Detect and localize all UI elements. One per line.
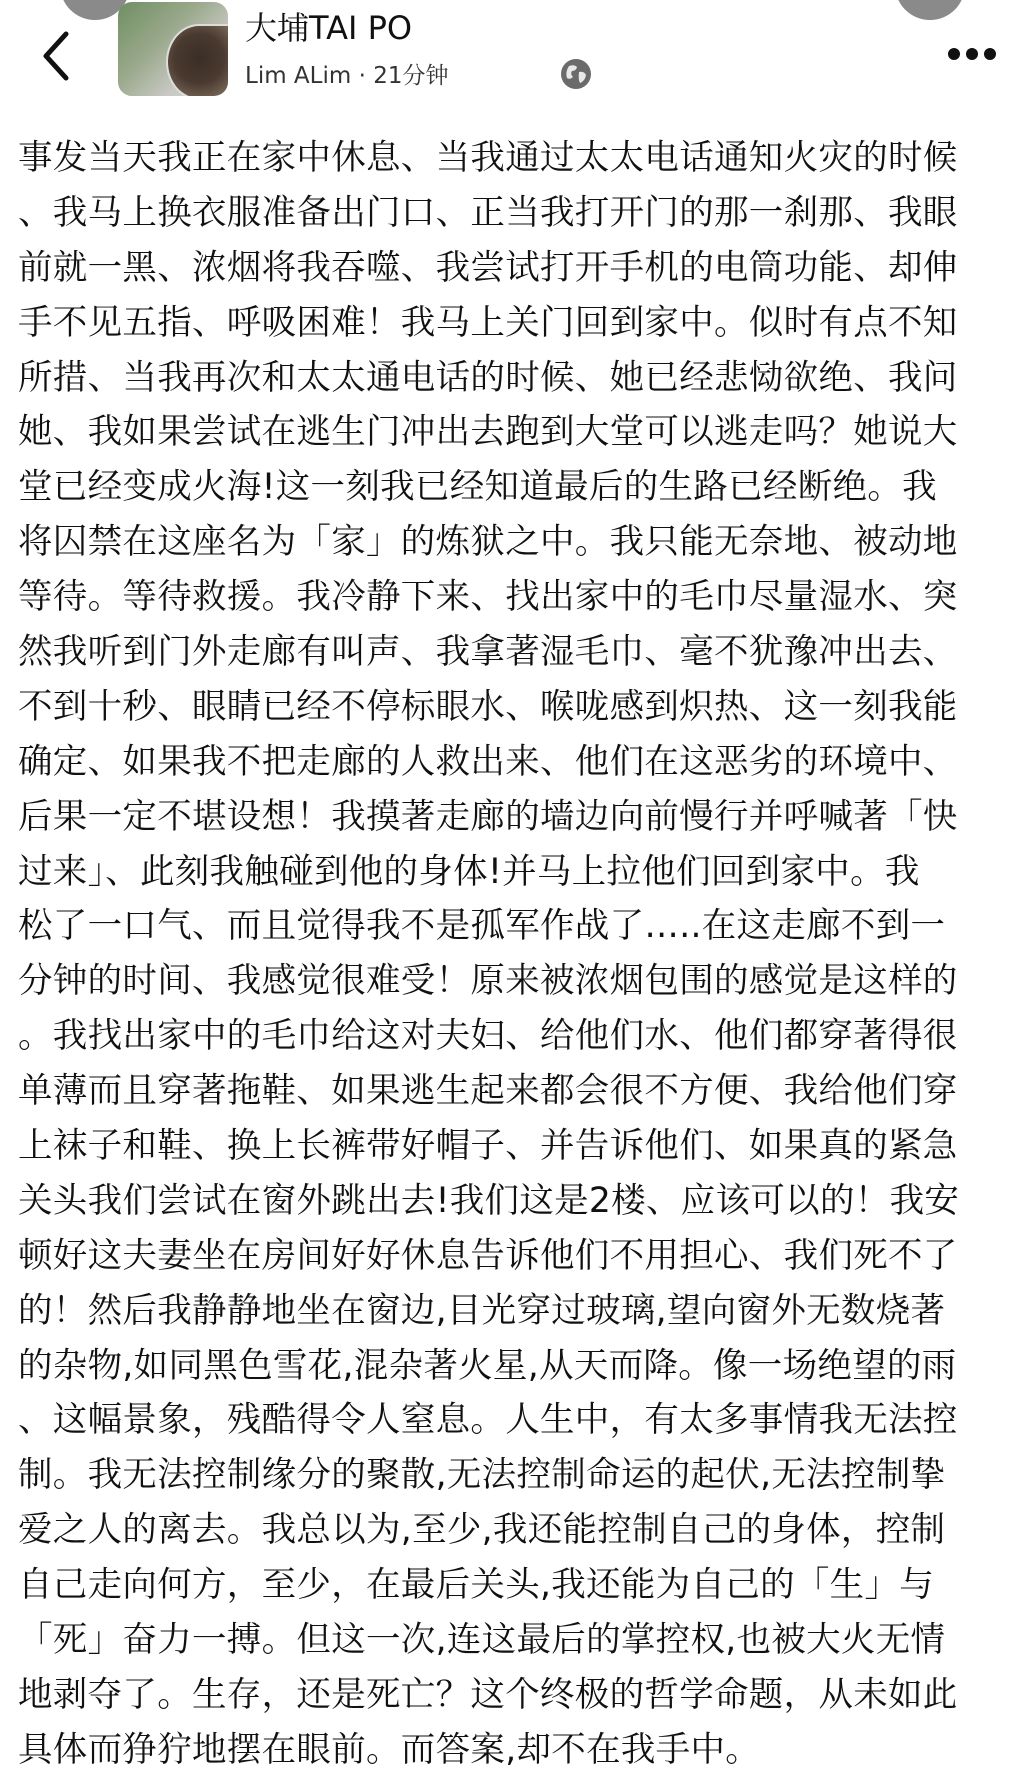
post-text-line: 手不见五指、呼吸困难！我马上关门回到家中。似时有点不知 — [18, 302, 958, 343]
more-options-button[interactable] — [945, 40, 999, 68]
back-button[interactable] — [36, 28, 76, 84]
group-name[interactable]: 大埔TAI PO — [245, 9, 413, 47]
author-name[interactable]: Lim ALim — [245, 63, 352, 89]
dot-icon — [966, 48, 978, 60]
post-text-line: 单薄而且穿著拖鞋、如果逃生起来都会很不方便、我给他们穿 — [18, 1071, 958, 1112]
dot-icon — [948, 48, 960, 60]
group-avatar[interactable] — [118, 2, 228, 96]
post-text-line: 等待。等待救援。我冷静下来、找出家中的毛巾尽量湿水、突 — [18, 577, 958, 618]
post-text-line: 地剥夺了。生存，还是死亡？这个终极的哲学命题，从未如此 — [18, 1674, 958, 1715]
post-text-line: 具体而狰狞地摆在眼前。而答案,却不在我手中。 — [18, 1729, 761, 1770]
post-text-line: 自己走向何方，至少，在最后关头,我还能为自己的「生」与 — [18, 1565, 935, 1606]
post-text-line: 堂已经变成火海!这一刻我已经知道最后的生路已经断绝。我 — [18, 467, 937, 508]
post-text-line: 松了一口气、而且觉得我不是孤军作战了…..在这走廊不到一 — [18, 906, 946, 947]
post-text-line: 不到十秒、眼睛已经不停标眼水、喉咙感到炽热、这一刻我能 — [18, 686, 958, 727]
top-right-partial-button — [895, 0, 965, 20]
meta-separator: · — [358, 63, 366, 89]
post-text-line: 前就一黑、浓烟将我吞噬、我尝试打开手机的电筒功能、却伸 — [18, 247, 958, 288]
globe-icon — [560, 58, 592, 90]
post-text-line: 「死」奋力一搏。但这一次,连这最后的掌控权,也被大火无情 — [18, 1620, 946, 1661]
post-text-line: 关头我们尝试在窗外跳出去!我们这是2楼、应该可以的！我安 — [18, 1180, 960, 1221]
chevron-left-icon — [36, 28, 76, 84]
post-meta — [245, 57, 448, 90]
post-text-line: 然我听到门外走廊有叫声、我拿著湿毛巾、毫不犹豫冲出去、 — [18, 632, 958, 673]
post-text-line: 的！然后我静静地坐在窗边,目光穿过玻璃,望向窗外无数烧著 — [18, 1290, 946, 1331]
post-text-line: 将囚禁在这座名为「家」的炼狱之中。我只能无奈地、被动地 — [18, 522, 958, 563]
post-text-line: 、这幅景象，残酷得令人窒息。人生中，有太多事情我无法控 — [18, 1400, 958, 1441]
post-text-line: 所措、当我再次和太太通电话的时候、她已经悲恸欲绝、我问 — [18, 357, 958, 398]
post-text-line: 爱之人的离去。我总以为,至少,我还能控制自己的身体，控制 — [18, 1510, 946, 1551]
post-text-line: 确定、如果我不把走廊的人救出来、他们在这恶劣的环境中、 — [18, 741, 958, 782]
post-text-line: 、我马上换衣服准备出门口、正当我打开门的那一刹那、我眼 — [18, 192, 958, 233]
author-avatar — [166, 24, 228, 96]
post-text-line: 的杂物,如同黑色雪花,混杂著火星,从天而降。像一场绝望的雨 — [18, 1345, 957, 1386]
dot-icon — [984, 48, 996, 60]
post-text-line: 过来」、此刻我触碰到他的身体!并马上拉他们回到家中。我 — [18, 851, 920, 892]
post-text-line: 事发当天我正在家中休息、当我通过太太电话通知火灾的时候 — [18, 138, 958, 178]
post-text-line: 分钟的时间、我感觉很难受！原来被浓烟包围的感觉是这样的 — [18, 961, 958, 1002]
post-text-line: 她、我如果尝试在逃生门冲出去跑到大堂可以逃走吗？她说大 — [18, 412, 958, 453]
post-time: 21分钟 — [373, 63, 449, 89]
post-text-line: 顿好这夫妻坐在房间好好休息告诉他们不用担心、我们死不了 — [18, 1235, 958, 1276]
post-text-line: 制。我无法控制缘分的聚散,无法控制命运的起伏,无法控制挚 — [18, 1455, 946, 1496]
post-body — [18, 131, 1028, 1778]
post-text-line: 后果一定不堪设想！我摸著走廊的墙边向前慢行并呼喊著「快 — [18, 796, 958, 837]
post-text-line: 。我找出家中的毛巾给这对夫妇、给他们水、他们都穿著得很 — [18, 1016, 958, 1057]
post-text-line: 上袜子和鞋、换上长裤带好帽子、并告诉他们、如果真的紧急 — [18, 1126, 958, 1167]
